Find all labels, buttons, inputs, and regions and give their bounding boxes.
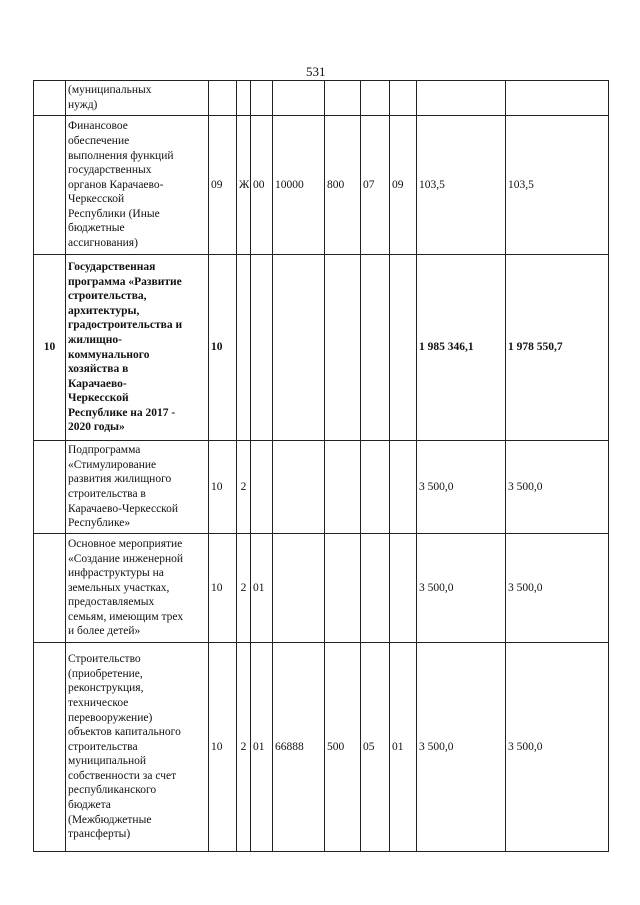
description-line: Финансовое [68,120,128,133]
measure-code-cell [251,255,273,441]
expense-type-cell [325,441,361,534]
subprogram-code-cell: 2 [237,643,251,852]
amount-2-cell [506,81,609,116]
table-row [34,643,609,852]
budget-table [33,80,609,852]
description-line: Черкесской [68,392,129,405]
subprogram-code-cell: 2 [237,534,251,643]
program-code-cell: 10 [209,255,237,441]
description-line: бюджета [68,799,111,812]
amount-1-cell: 103,5 [417,116,506,255]
description-line: архитектуры, [68,304,140,317]
amount-2-cell: 3 500,0 [506,534,609,643]
measure-code-cell [251,81,273,116]
row-number-cell [34,116,66,255]
description-line: органов Карачаево- [68,178,164,191]
amount-2-cell: 3 500,0 [506,643,609,852]
description-line: семьям, имеющим трех [68,610,184,623]
description-line: «Создание инженерной [68,552,184,565]
description-line: 2020 годы» [68,421,125,434]
description-line: Карачаево-Черкесской [68,502,179,515]
description-line: программа «Развитие [68,275,182,288]
direction-code-cell [273,81,325,116]
description-line: коммунального [68,348,150,361]
page-number: 531 [306,64,326,79]
section-cell: 07 [361,116,390,255]
table-row [34,81,609,116]
program-code-cell: 10 [209,534,237,643]
description-line: и более детей» [68,625,141,638]
description-line: техническое [68,696,129,709]
description-cell [66,255,209,441]
table-row [34,116,609,255]
amount-2-cell: 103,5 [506,116,609,255]
table-row [34,255,609,441]
description-line: бюджетные [68,222,125,235]
expense-type-cell: 500 [325,643,361,852]
section-cell [361,534,390,643]
subsection-cell [390,81,417,116]
description-cell [66,643,209,852]
amount-2-cell: 3 500,0 [506,441,609,534]
program-code-cell: 10 [209,643,237,852]
subprogram-code-cell [237,255,251,441]
measure-code-cell: 01 [251,643,273,852]
program-code-cell: 09 [209,116,237,255]
expense-type-cell [325,255,361,441]
description-line: (приобретение, [68,667,143,680]
description-line: строительства в [68,488,146,500]
section-cell: 05 [361,643,390,852]
description-line: Строительство [68,653,141,666]
description-line: трансферты) [68,828,131,841]
row-number-cell [34,643,66,852]
subsection-cell: 01 [390,643,417,852]
subsection-cell [390,255,417,441]
measure-code-cell: 00 [251,116,273,255]
amount-1-cell: 1 985 346,1 [417,255,506,441]
expense-type-cell: 800 [325,116,361,255]
description-line: Карачаево- [68,377,127,390]
description-line: Основное мероприятие [68,537,183,550]
description-line: ассигнования) [68,237,138,250]
section-cell [361,441,390,534]
subsection-cell [390,441,417,534]
description-cell [66,116,209,255]
description-line: предоставляемых [68,596,155,609]
description-cell [66,534,209,643]
description-line: Государственная [68,260,156,273]
description-line: жилищно- [68,333,122,346]
direction-code-cell: 10000 [273,116,325,255]
amount-1-cell: 3 500,0 [417,534,506,643]
program-code-cell [209,81,237,116]
row-number-cell: 10 [34,255,66,441]
program-code-cell: 10 [209,441,237,534]
description-line: земельных участках, [68,581,170,594]
description-line: муниципальной [68,755,147,768]
amount-1-cell: 3 500,0 [417,441,506,534]
description-line: объектов капитального [68,726,181,739]
description-line: собственности за счет [68,769,177,782]
measure-code-cell: 01 [251,534,273,643]
description-line: хозяйства в [68,363,129,376]
description-line: перевооружение) [68,711,153,724]
direction-code-cell [273,255,325,441]
description-line: Республике» [68,517,131,530]
row-number-cell [34,81,66,116]
description-line: реконструкция, [68,682,144,695]
section-cell [361,255,390,441]
description-line: инфраструктуры на [68,567,164,580]
description-line: развития жилищного [68,473,172,486]
subsection-cell: 09 [390,116,417,255]
description-line: Республике на 2017 - [68,406,176,419]
description-line: республиканского [68,784,157,797]
amount-1-cell [417,81,506,116]
description-line: Подпрограмма [68,444,141,457]
subprogram-code-cell: 2 [237,441,251,534]
description-line: нужд) [68,99,98,111]
description-line: строительства, [68,290,147,303]
description-cell [66,441,209,534]
subsection-cell [390,534,417,643]
description-cell [66,81,209,116]
section-cell [361,81,390,116]
description-line: обеспечение [68,134,130,147]
direction-code-cell [273,441,325,534]
description-line: выполнения функций [68,149,174,162]
description-line: (Межбюджетные [68,813,152,826]
table-row [34,534,609,643]
description-line: строительства [68,740,138,753]
description-line: градостроительства и [68,319,183,332]
description-line: Черкесской [68,193,125,206]
description-line: (муниципальных [68,84,152,97]
direction-code-cell: 66888 [273,643,325,852]
expense-type-cell [325,534,361,643]
row-number-cell [34,534,66,643]
description-line: «Стимулирование [68,458,157,471]
direction-code-cell [273,534,325,643]
expense-type-cell [325,81,361,116]
row-number-cell [34,441,66,534]
description-line: государственных [68,164,152,177]
description-line: Республики (Иные [68,207,160,220]
table-row [34,441,609,534]
subprogram-code-cell [237,81,251,116]
amount-1-cell: 3 500,0 [417,643,506,852]
measure-code-cell [251,441,273,534]
subprogram-code-cell: Ж [237,116,251,255]
amount-2-cell: 1 978 550,7 [506,255,609,441]
